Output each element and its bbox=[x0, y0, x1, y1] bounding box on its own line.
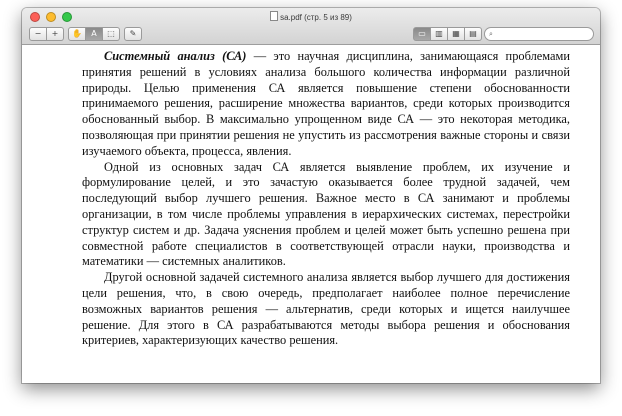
select-tool-icon[interactable]: ⬚ bbox=[103, 27, 120, 41]
contact-sheet-view-icon[interactable]: ▤ bbox=[465, 27, 482, 41]
window-title bbox=[22, 11, 600, 22]
zoom-group bbox=[29, 27, 64, 41]
text-tool-icon[interactable]: A bbox=[86, 27, 103, 41]
paragraph-text: — это научная дисциплина, занимающаяся проблемами принятия решений в условиях анализа большого количества информации различной природы. Целью применения СА является повышение степени обоснованности принимаемого решения, расширение множества вариантов, среди которых производится обоснованный выбор. В максимально упрощенном виде СА — это некоторая методика, позволяющая при принятии решения не упустить из рассмотрения важные стороны и связи изучаемого объекта, процесса, явления. bbox=[82, 49, 570, 158]
paragraph-3 bbox=[82, 270, 570, 349]
search-field[interactable] bbox=[484, 27, 594, 41]
paragraph-2 bbox=[82, 160, 570, 271]
sidebar-view-icon[interactable]: ▥ bbox=[431, 27, 448, 41]
window-title-text: sa.pdf (стр. 5 из 89) bbox=[280, 13, 352, 22]
paragraph-1 bbox=[82, 49, 570, 160]
document-icon bbox=[270, 11, 278, 21]
pdf-viewer-window bbox=[22, 8, 600, 383]
paragraph-text: Одной из основных задач СА является выявление проблем, их изучение и формулирование целей, и это зачастую оказывается более трудной задачей, чем последующий выбор лучшего решения. Важное место в СА занимают и проблемы организации, в том числе проблемы управления в иерархических системах, перестройки структур систем и др. Задача уяснения проблем и целей может быть успешно решена при совместной работе специалистов в соответствующей отрасли науки, производства и математики — системных аналитиков. bbox=[82, 159, 570, 269]
thumbnail-view-icon[interactable]: ▦ bbox=[448, 27, 465, 41]
term-lead: Системный анализ (СА) bbox=[104, 49, 247, 63]
search-icon: ⌕ bbox=[489, 30, 493, 38]
document-page bbox=[22, 45, 600, 349]
single-page-view-icon[interactable]: ▭ bbox=[413, 27, 431, 41]
zoom-out-button[interactable]: − bbox=[29, 27, 47, 41]
left-toolbar bbox=[29, 27, 142, 41]
tool-group bbox=[68, 27, 120, 41]
paragraph-text: Другой основной задачей системного анализа является выбор лучшего для достижения цели решения, что, в свою очередь, предполагает наиболее полное перечисление возможных вариантов решения — альтернатив, среди которых и ищется наилучшее решение. Для этого в СА разрабатываются методы выбора решения и обоснования критериев, характеризующих качество решения. bbox=[82, 270, 570, 348]
zoom-in-button[interactable]: + bbox=[47, 27, 64, 41]
title-bar bbox=[22, 8, 600, 45]
move-tool-icon[interactable]: ✋ bbox=[68, 27, 86, 41]
annotate-icon[interactable]: ✎ bbox=[124, 27, 142, 41]
view-mode-group bbox=[413, 27, 482, 41]
